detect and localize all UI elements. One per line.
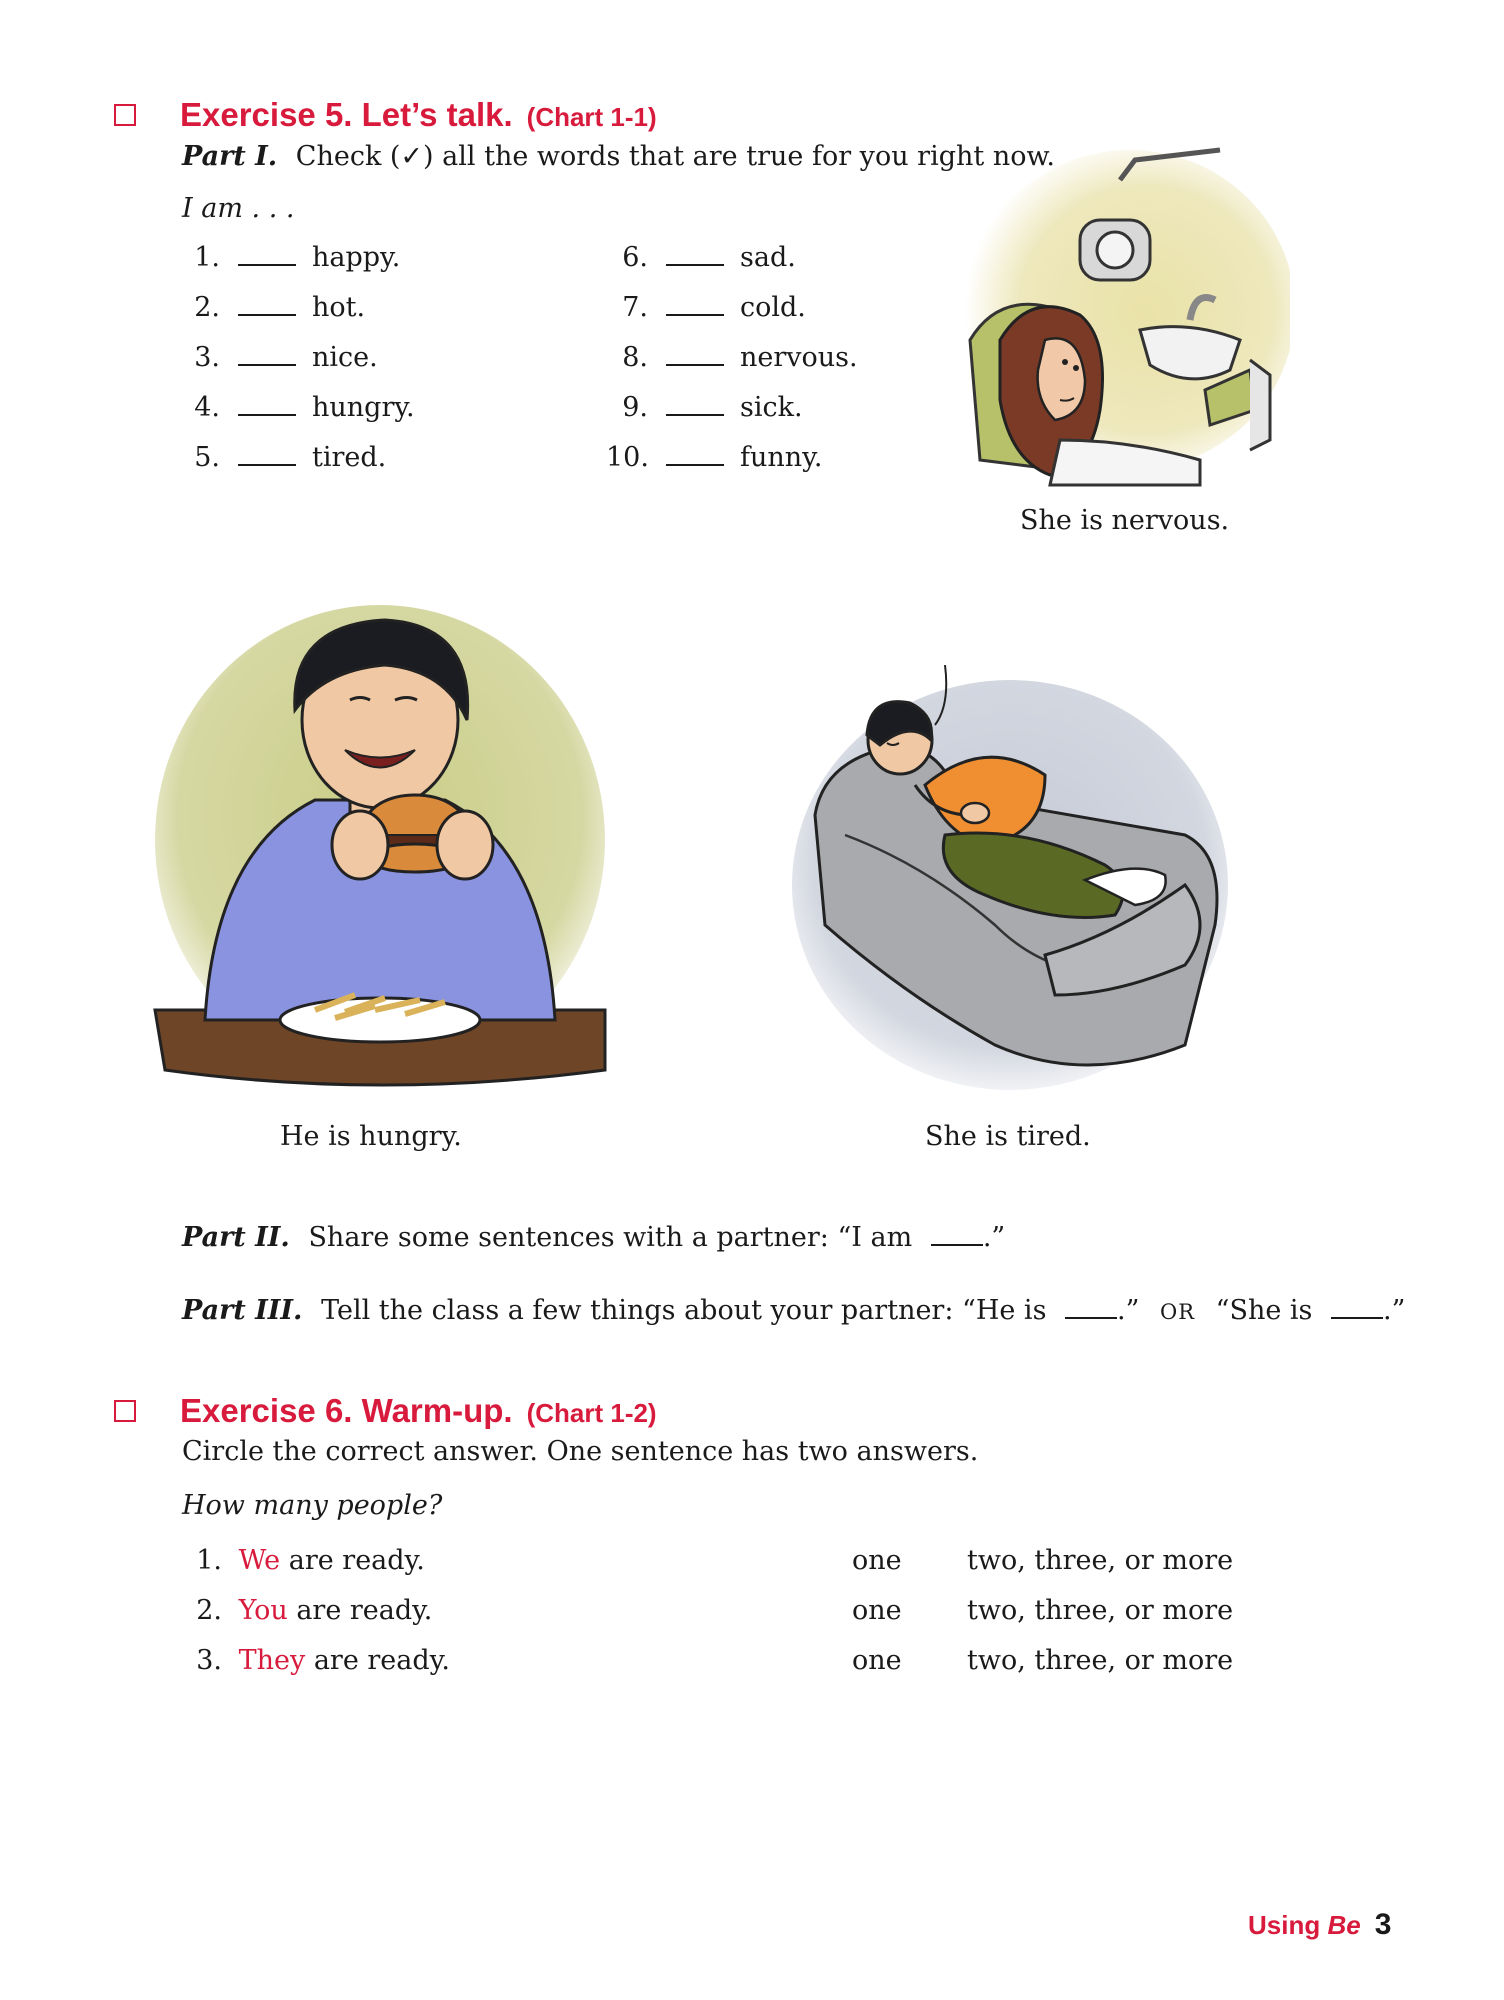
list-item [606,392,803,423]
item-number: 3. [194,342,220,373]
part-3-mid: .” [1117,1295,1140,1326]
list-item [606,442,822,473]
page-number: 3 [1374,1908,1392,1941]
answer-blank[interactable] [238,364,296,366]
item-number: 10. [606,442,649,473]
table-row [182,1545,425,1576]
pronoun: They [238,1645,306,1676]
exercise-6-title [180,1392,657,1430]
answer-blank[interactable] [666,414,724,416]
option-one[interactable]: one [852,1595,902,1626]
part-2-instruction [182,1222,1005,1253]
item-word: tired. [312,442,387,473]
item-number: 3. [196,1645,222,1676]
pronoun: We [238,1545,281,1576]
exercise-6-question: How many people? [182,1490,443,1521]
dentist-illustration [950,140,1290,490]
burger-illustration [145,600,615,1100]
item-number: 2. [196,1595,222,1626]
answer-blank[interactable] [238,414,296,416]
page-footer [1248,1908,1391,1942]
list-item [182,342,378,373]
part-1-text: Check (✓) all the words that are true for you right now. [295,141,1055,172]
part-3-label: Part III. [182,1295,303,1326]
couch-illustration [785,665,1235,1105]
part-3-or: OR [1160,1300,1196,1324]
list-item [182,442,386,473]
option-many[interactable]: two, three, or more [967,1595,1234,1626]
item-number: 9. [622,392,648,423]
item-word: cold. [740,292,806,323]
part-3-blank-she[interactable] [1331,1317,1383,1319]
item-word: sad. [740,242,796,273]
item-word: happy. [312,242,401,273]
item-number: 5. [194,442,220,473]
item-number: 4. [194,392,220,423]
caption-nervous: She is nervous. [1020,505,1230,536]
exercise-6-chart-ref: (Chart 1-2) [526,1398,657,1428]
exercise-5-title [180,96,657,134]
item-word: nervous. [740,342,858,373]
answer-blank[interactable] [238,464,296,466]
list-item [606,292,806,323]
exercise-6-title-text: Exercise 6. Warm-up. [180,1392,513,1429]
i-am-lead: I am . . . [182,193,295,224]
part-2-blank[interactable] [931,1244,983,1246]
part-2-end: .” [982,1222,1006,1253]
part-3-text: Tell the class a few things about your partner: “He is [321,1295,1047,1326]
part-1-label: Part I. [182,141,278,172]
caption-hungry: He is hungry. [280,1121,462,1152]
part-2-label: Part II. [182,1222,290,1253]
item-word: nice. [312,342,378,373]
list-item [182,392,415,423]
option-many[interactable]: two, three, or more [967,1545,1234,1576]
pronoun: You [238,1595,288,1626]
exercise-5-chart-ref: (Chart 1-1) [526,102,657,132]
sentence-rest: are ready. [288,1545,425,1576]
exercise-6-instruction: Circle the correct answer. One sentence has two answers. [182,1436,979,1467]
answer-blank[interactable] [666,464,724,466]
part-3-she: “She is [1215,1295,1313,1326]
list-item [606,342,858,373]
list-item [182,292,365,323]
answer-blank[interactable] [666,364,724,366]
table-row [182,1595,432,1626]
answer-blank[interactable] [666,264,724,266]
option-many[interactable]: two, three, or more [967,1645,1234,1676]
part-1-instruction [182,141,1055,172]
answer-blank[interactable] [238,314,296,316]
item-word: hot. [312,292,366,323]
part-3-instruction [182,1295,1405,1326]
item-number: 1. [196,1545,222,1576]
sentence-rest: are ready. [296,1595,433,1626]
exercise-5-checkbox[interactable] [114,104,136,126]
item-word: hungry. [312,392,415,423]
exercise-6-checbox[interactable] [114,1400,136,1422]
item-word: sick. [740,392,803,423]
part-3-end: .” [1382,1295,1406,1326]
footer-using: Using [1248,1910,1321,1940]
option-one[interactable]: one [852,1645,902,1676]
part-2-text: Share some sentences with a partner: “I am [308,1222,913,1253]
item-number: 7. [622,292,648,323]
list-item [182,242,400,273]
part-3-blank-he[interactable] [1065,1317,1117,1319]
exercise-5-title-text: Exercise 5. Let’s talk. [180,96,513,133]
item-number: 1. [194,242,220,273]
option-one[interactable]: one [852,1545,902,1576]
item-number: 8. [622,342,648,373]
footer-be: Be [1327,1910,1361,1940]
list-item [606,242,796,273]
item-word: funny. [740,442,823,473]
answer-blank[interactable] [666,314,724,316]
sentence-rest: are ready. [313,1645,450,1676]
item-number: 6. [622,242,648,273]
caption-tired: She is tired. [925,1121,1091,1152]
item-number: 2. [194,292,220,323]
table-row [182,1645,450,1676]
answer-blank[interactable] [238,264,296,266]
